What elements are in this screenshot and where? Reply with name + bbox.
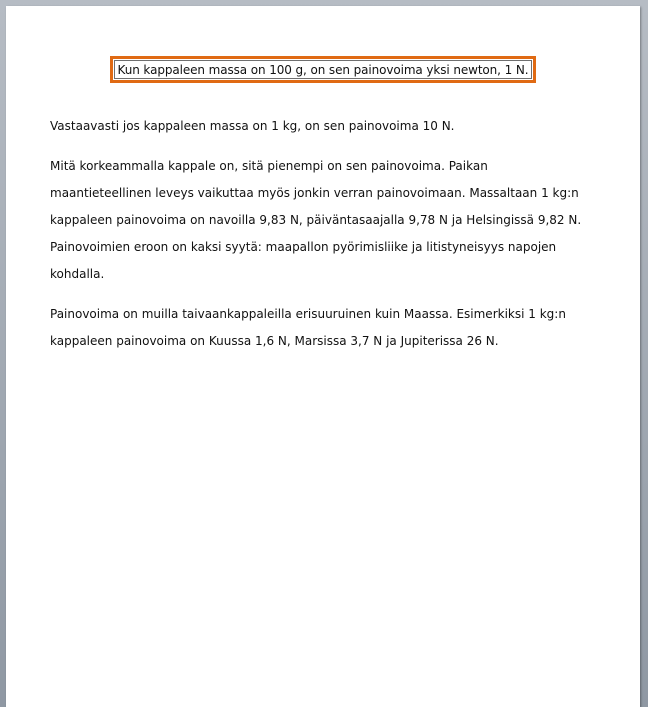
paragraph-line[interactable]: kappaleen painovoima on Kuussa 1,6 N, Marsissa 3,7 N ja Jupiterissa 26 N. — [50, 334, 499, 348]
paragraph-line[interactable]: maantieteellinen leveys vaikuttaa myös jonkin verran painovoimaan. Massaltaan 1 kg:n — [50, 186, 579, 200]
paragraph-line[interactable]: Painovoimien eroon on kaksi syytä: maapallon pyörimisliike ja litistyneisyys napojen — [50, 240, 557, 254]
selected-title-textbox[interactable] — [110, 56, 536, 83]
paragraph-line[interactable]: Mitä korkeammalla kappale on, sitä pienempi on sen painovoima. Paikan — [50, 159, 488, 173]
paragraph-line[interactable]: kohdalla. — [50, 267, 105, 281]
document-body[interactable] — [50, 113, 590, 368]
paragraph-3[interactable] — [50, 301, 590, 355]
paragraph-line[interactable]: kappaleen painovoima on navoilla 9,83 N, päiväntasaajalla 9,78 N ja Helsingissä 9,82 N. — [50, 213, 582, 227]
document-page[interactable] — [6, 6, 640, 707]
paragraph-line[interactable]: Vastaavasti jos kappaleen massa on 1 kg, on sen painovoima 10 N. — [50, 119, 455, 133]
paragraph-line[interactable]: Painovoima on muilla taivaankappaleilla erisuuruinen kuin Maassa. Esimerkiksi 1 kg:n — [50, 307, 566, 321]
paragraph-1[interactable] — [50, 113, 590, 140]
title-text[interactable]: Kun kappaleen massa on 100 g, on sen painovoima yksi newton, 1 N. — [114, 60, 532, 79]
paragraph-2[interactable] — [50, 153, 590, 288]
